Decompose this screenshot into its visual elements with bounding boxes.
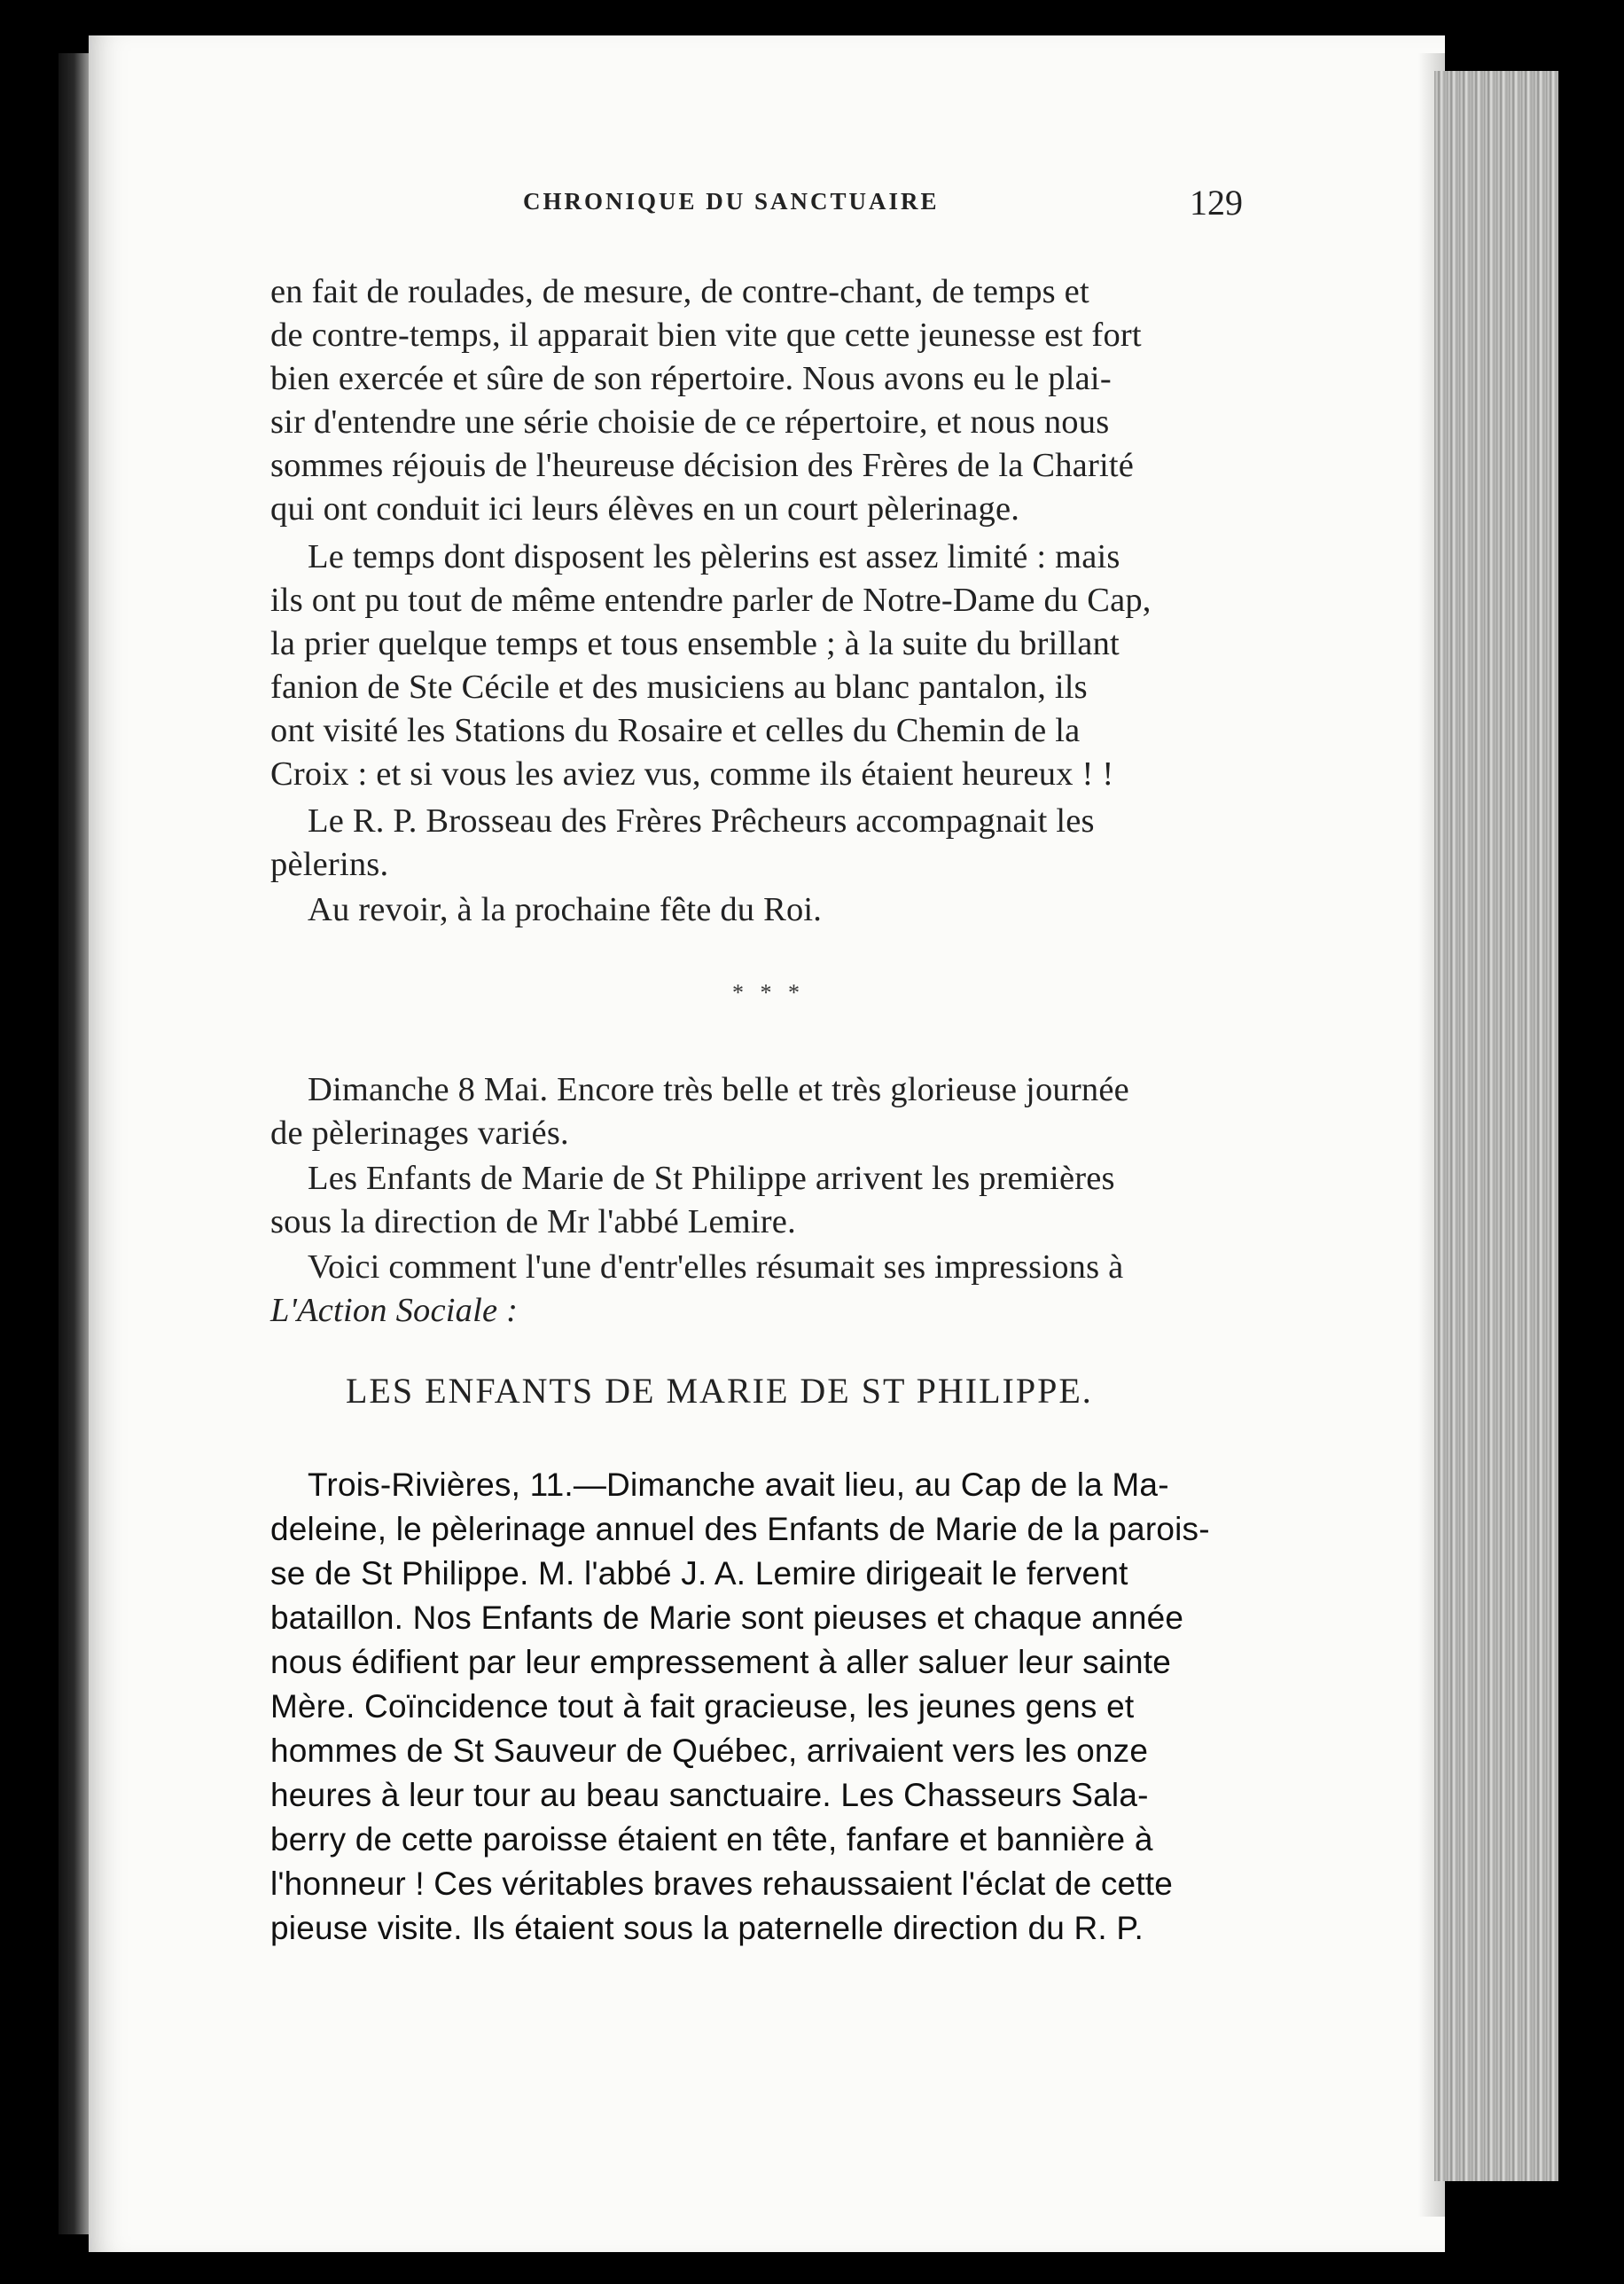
text-line: hommes de St Sauveur de Québec, arrivaient vers les onze [270, 1733, 1149, 1769]
text-line: ont visité les Stations du Rosaire et celles du Chemin de la [270, 712, 1081, 749]
paragraph-4 [308, 888, 822, 932]
text-line: fanion de Ste Cécile et des musiciens au blanc pantalon, ils [270, 669, 1088, 706]
text-line: pieuse visite. Ils étaient sous la paternelle direction du R. P. [270, 1910, 1144, 1946]
paragraph-8 [270, 1463, 1210, 1951]
text-line: de pèlerinages variés. [270, 1115, 569, 1152]
paragraph-7 [270, 1246, 1123, 1333]
paragraph-5 [270, 1068, 1129, 1155]
text-line: Les Enfants de Marie de St Philippe arrivent les premières [308, 1160, 1115, 1197]
paragraph-6 [270, 1157, 1115, 1244]
text-line: pèlerins. [270, 846, 389, 883]
paragraph-1 [270, 270, 1142, 531]
text-line: Trois-Rivières, 11.—Dimanche avait lieu, au Cap de la Ma- [308, 1467, 1169, 1503]
text-line: sommes réjouis de l'heureuse décision des Frères de la Charité [270, 447, 1135, 484]
text-line: la prier quelque temps et tous ensemble ; à la suite du brillant [270, 625, 1120, 662]
paragraph-2 [270, 536, 1152, 796]
text-line: berry de cette paroisse étaient en tête, fanfare et bannière à [270, 1821, 1153, 1858]
text-line: l'honneur ! Ces véritables braves rehaussaient l'éclat de cette [270, 1866, 1174, 1902]
text-line: bien exercée et sûre de son répertoire. Nous avons eu le plai- [270, 360, 1112, 397]
running-title: CHRONIQUE DU SANCTUAIRE [523, 188, 940, 215]
text-line: nous édifient par leur empressement à aller saluer leur sainte [270, 1644, 1172, 1680]
text-line: de contre-temps, il apparait bien vite que cette jeunesse est fort [270, 317, 1142, 354]
text-line: se de St Philippe. M. l'abbé J. A. Lemire dirigeait le fervent [270, 1555, 1128, 1592]
page-number: 129 [1190, 183, 1243, 223]
section-separator: * * * [732, 980, 805, 1005]
text-line: Le temps dont disposent les pèlerins est assez limité : mais [308, 538, 1120, 575]
text-line: bataillon. Nos Enfants de Marie sont pieuses et chaque année [270, 1600, 1184, 1636]
text-line: deleine, le pèlerinage annuel des Enfants de Marie de la parois- [270, 1511, 1210, 1547]
text-line: qui ont conduit ici leurs élèves en un court pèlerinage. [270, 490, 1020, 528]
text-line: L'Action Sociale : [270, 1292, 519, 1329]
text-line: Dimanche 8 Mai. Encore très belle et très glorieuse journée [308, 1071, 1129, 1108]
text-line: sir d'entendre une série choisie de ce répertoire, et nous nous [270, 403, 1110, 441]
text-line: en fait de roulades, de mesure, de contre-chant, de temps et [270, 273, 1089, 310]
paragraph-3 [270, 800, 1095, 887]
text-line: Croix : et si vous les aviez vus, comme ils étaient heureux ! ! [270, 755, 1114, 793]
text-line: heures à leur tour au beau sanctuaire. Les Chasseurs Sala- [270, 1777, 1149, 1813]
stacked-page-edges [1434, 71, 1558, 2181]
text-line: Voici comment l'une d'entr'elles résumait ses impressions à [308, 1248, 1124, 1286]
text-line: ils ont pu tout de même entendre parler de Notre-Dame du Cap, [270, 582, 1152, 619]
text-line: Mère. Coïncidence tout à fait gracieuse, les jeunes gens et [270, 1688, 1135, 1725]
text-line: Le R. P. Brosseau des Frères Prêcheurs accompagnait les [308, 802, 1095, 840]
text-line: Au revoir, à la prochaine fête du Roi. [308, 891, 823, 928]
section-title: LES ENFANTS DE MARIE DE ST PHILIPPE. [346, 1371, 1093, 1411]
text-line: sous la direction de Mr l'abbé Lemire. [270, 1203, 796, 1240]
